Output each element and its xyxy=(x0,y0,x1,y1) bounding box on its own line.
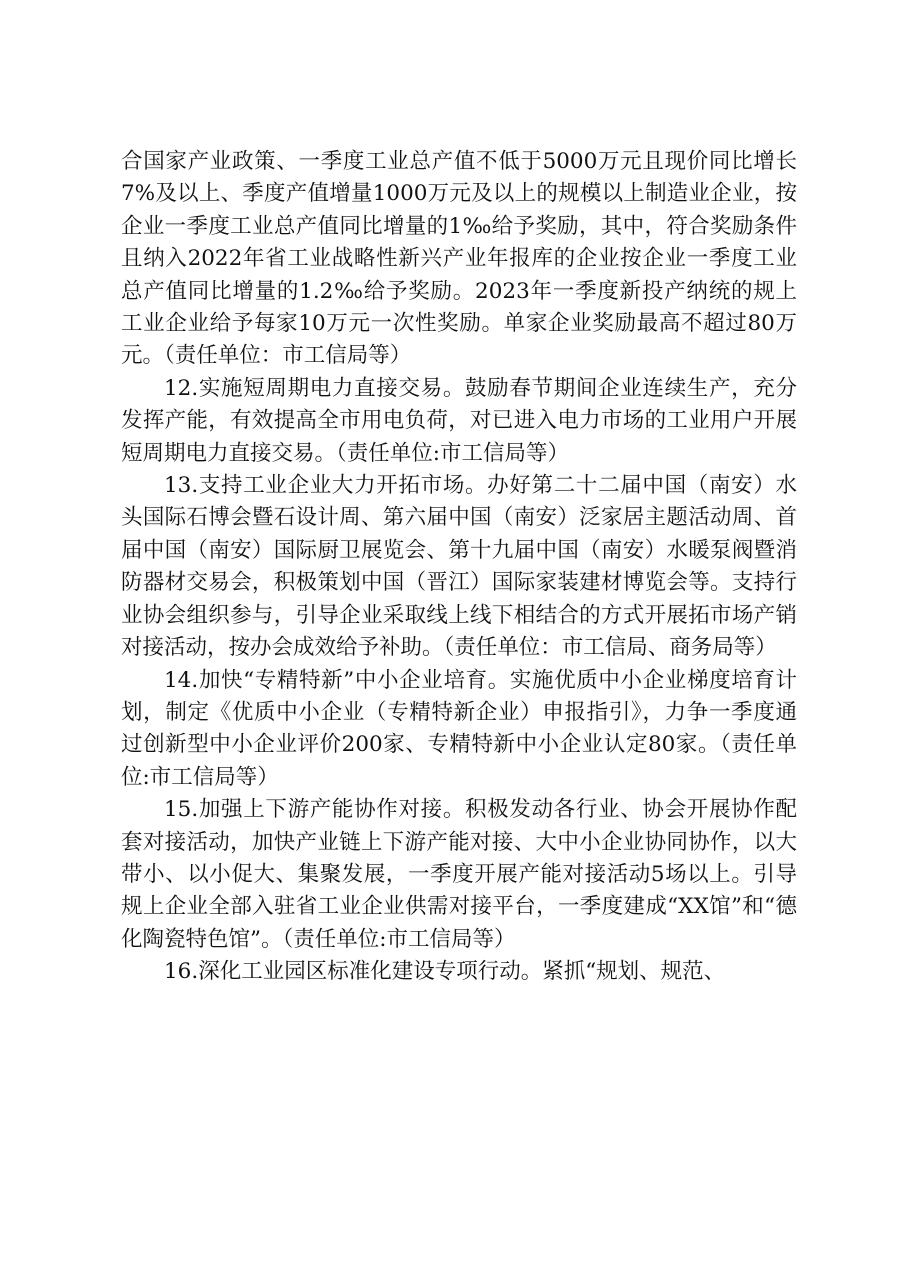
paragraph-continued: 合国家产业政策、一季度工业总产值不低于5000万元且现价同比增长7%及以上、季度产值增量1000万元及以上的规模以上制造业企业，按企业一季度工业总产值同比增量的1‰给予奖励，其中，符合奖励条件且纳入2022年省工业战略性新兴产业年报库的企业按企业一季度工业总产值同比增量的1.2‰给予奖励。2023年一季度新投产纳统的规上工业企业给予每家10万元一次性奖励。单家企业奖励最高不超过80万元。（责任单位：市工信局等） xyxy=(121,149,797,369)
paragraph-item-14: 14.加快“专精特新”中小企业培育。实施优质中小企业梯度培育计划，制定《优质中小企业（专精特新企业）申报指引》，力争一季度通过创新型中小企业评价200家、专精特新中小企业认定80家。（责任单位:市工信局等） xyxy=(121,667,797,790)
paragraph-item-15: 15.加强上下游产能协作对接。积极发动各行业、协会开展协作配套对接活动，加快产业链上下游产能对接、大中小企业协同协作，以大带小、以小促大、集聚发展，一季度开展产能对接活动5场以上。引导规上企业全部入驻省工业企业供需对接平台，一季度建成“XX馆”和“德化陶瓷特色馆”。（责任单位:市工信局等） xyxy=(121,797,797,952)
paragraph-item-13: 13.支持工业企业大力开拓市场。办好第二十二届中国（南安）水头国际石博会暨石设计周、第六届中国（南安）泛家居主题活动周、首届中国（南安）国际厨卫展览会、第十九届中国（南安）水暖泵阀暨消防器材交易会，积极策划中国（晋江）国际家装建材博览会等。支持行业协会组织参与，引导企业采取线上线下相结合的方式开展拓市场产销对接活动，按办会成效给予补助。（责任单位：市工信局、商务局等） xyxy=(121,473,797,661)
document-page xyxy=(121,146,797,989)
paragraph-item-16: 16.深化工业园区标准化建设专项行动。紧抓“规划、规范、 xyxy=(164,959,726,985)
paragraph-item-12: 12.实施短周期电力直接交易。鼓励春节期间企业连续生产，充分发挥产能，有效提高全市用电负荷，对已进入电力市场的工业用户开展短周期电力直接交易。（责任单位:市工信局等） xyxy=(121,375,797,466)
